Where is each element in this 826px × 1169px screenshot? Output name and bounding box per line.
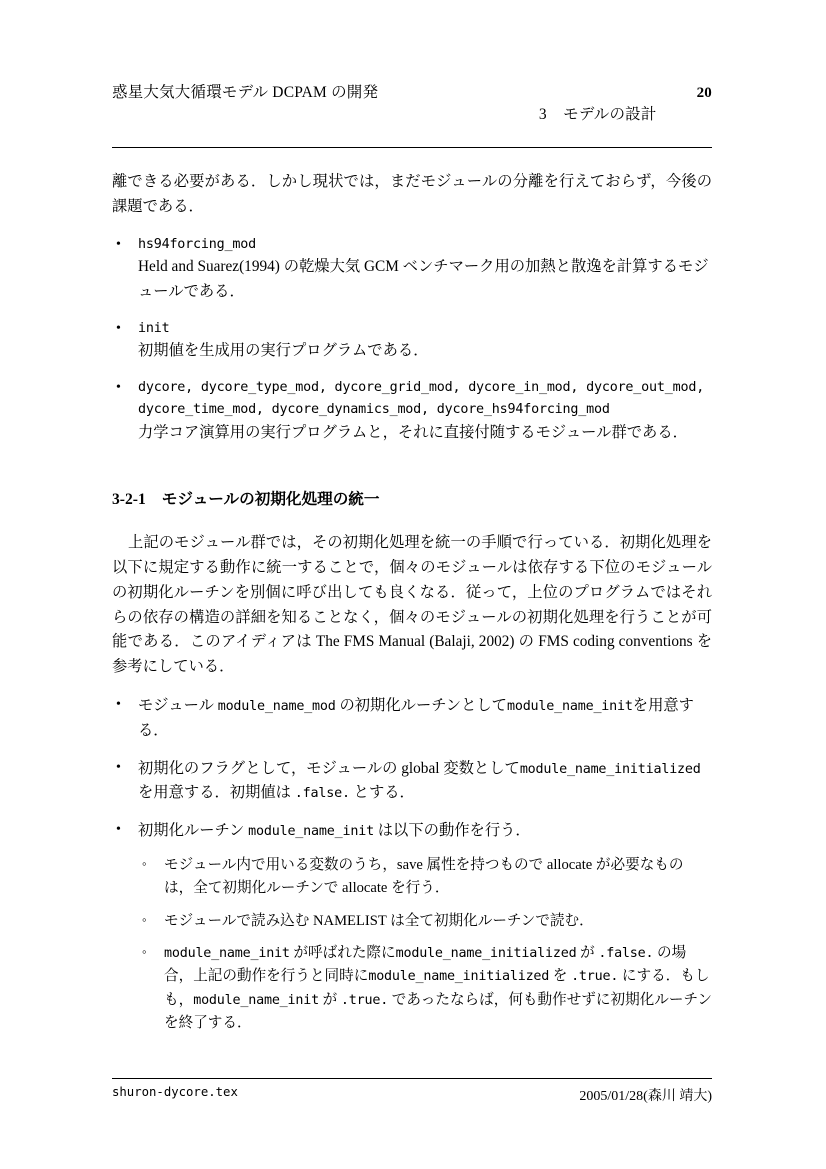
chapter-gap [547, 106, 563, 123]
continuation-paragraph: 離できる必要がある．しかし現状では，まだモジュールの分離を行えておらず，今後の課題である． [112, 173, 712, 215]
running-head [112, 80, 712, 148]
text-span: が [576, 944, 599, 961]
text-span: を用意する． [138, 697, 694, 739]
footer-filename: shuron-dycore.tex [112, 1085, 238, 1099]
module-description: Held and Suarez(1994) の乾燥大気 GCM ベンチマーク用の加熱と散逸を計算するモジュールである． [138, 258, 709, 300]
module-name: • hs94forcing_mod [138, 236, 256, 252]
text-span: モジュール [138, 697, 218, 714]
text-span: とする． [349, 784, 415, 802]
page-content [112, 80, 712, 1048]
list-item [112, 234, 712, 305]
text-span: であったならば，何も動作せずに初期化ルーチンを終了する． [164, 991, 712, 1031]
sub-list-item [138, 942, 712, 1035]
text-span: を用意する．初期値は [138, 784, 295, 802]
sub-list-item [138, 910, 712, 933]
code-span: module_name_initialized [368, 969, 550, 985]
text-span: が [319, 991, 341, 1008]
text-span: 初期化のフラグとして，モジュールの global 変数として [138, 759, 520, 777]
running-head-chapter [506, 84, 696, 142]
sub-list-item [138, 854, 712, 901]
text-span: は以下の動作を行う． [373, 822, 531, 840]
code-span: module_name_init [193, 992, 319, 1008]
text-span: が呼ばれた際に [289, 944, 396, 961]
subsection-heading [112, 487, 712, 509]
module-name: • dycore, dycore_type_mod, dycore_grid_mod, dycore_in_mod, dycore_out_mod, dycore_time_mod, dycore_dynamics_mod, dycore_hs94forcing_mod [138, 380, 705, 417]
running-head-chapter-title: モデルの設計 [563, 106, 657, 123]
running-head-title: 惑星大気大循環モデル DCPAM の開発 [112, 84, 379, 101]
subsection-paragraph: 上記のモジュール群では，その初期化処理を統一の手順で行っている．初期化処理を以下に規定する動作に統一することで，個々のモジュールは依存する下位のモジュールの初期化ルーチンを別個に呼び出しても良くなる．従って，上位のプログラムではそれらの依存の構造の詳細を知ることなく，個々のモジュールの初期化処理を行うことが可能である．このアイディアは The FMS Manual (Balaji, 2002) の FMS coding conventions を参考にしている． [112, 534, 712, 676]
text-span: を [549, 968, 572, 985]
footer-date-author: 2005/01/28(森川 靖大) [579, 1089, 712, 1104]
subsection-title: モジュールの初期化処理の統一 [161, 491, 380, 509]
module-description: 初期値を生成用の実行プログラムである． [138, 342, 429, 360]
text-span: モジュールで読み込む NAMELIST は全て初期化ルーチンで読む． [164, 912, 594, 929]
running-head-chapter-number: 3 [538, 106, 547, 123]
code-span: module_name_initialized [395, 945, 577, 961]
code-span: .true. [571, 969, 619, 985]
text-span: の初期化ルーチンとして [335, 697, 507, 714]
list-item [112, 819, 712, 1035]
code-span: .false. [294, 786, 350, 802]
text-span: にする．もしも， [164, 968, 710, 1008]
initialization-rules-list [112, 694, 712, 1035]
code-span: .false. [598, 945, 654, 961]
code-span: module_name_initialized [519, 761, 701, 777]
module-description: 力学コア演算用の実行プログラムと，それに直接付随するモジュール群である． [138, 423, 688, 441]
text-span: 初期化ルーチン [138, 822, 249, 840]
sub-rules-list [138, 854, 712, 1035]
module-list [112, 234, 712, 446]
text-span: の場合，上記の動作を行うと同時に [164, 944, 687, 985]
module-name: • init [138, 320, 170, 336]
code-span: module_name_init [506, 699, 633, 714]
code-span: module_name_init [164, 945, 290, 961]
text-span: モジュール内で用いる変数のうち，save 属性を持つもので allocate が必要なものは，全て初期化ルーチンで allocate を行う． [164, 856, 684, 897]
subsection-number: 3-2-1 [112, 491, 146, 509]
page-footer [112, 1078, 712, 1105]
page-number: 20 [696, 85, 712, 101]
code-span: module_name_init [248, 824, 374, 840]
list-item [112, 757, 712, 807]
list-item [112, 318, 712, 364]
list-item [112, 694, 712, 744]
code-span: module_name_mod [217, 699, 336, 714]
code-span: .true. [340, 992, 389, 1008]
list-item [112, 377, 712, 445]
